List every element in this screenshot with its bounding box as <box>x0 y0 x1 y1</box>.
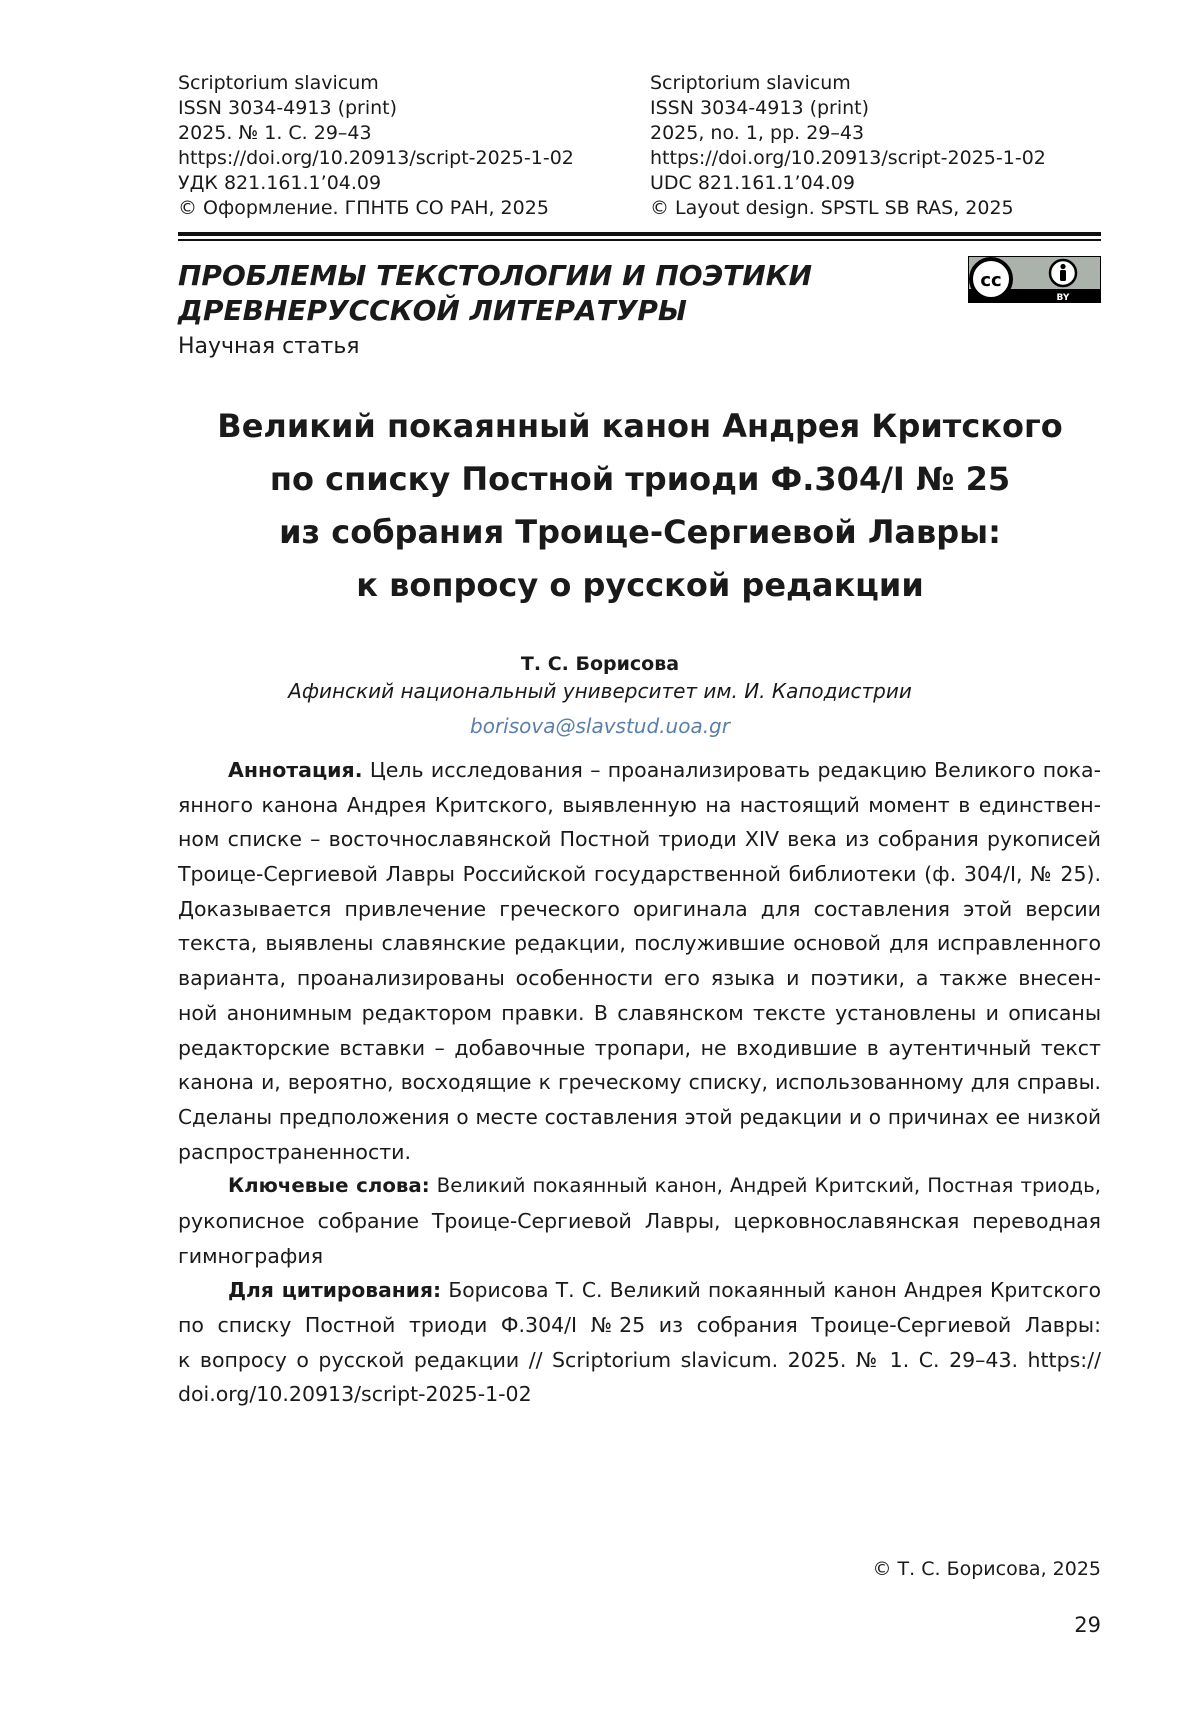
abstract-line: Троице-Сергиевой Лавры Российской государственной библиотеки (ф. 304/I, № 25). <box>178 862 1101 887</box>
abstract-line: канона и, вероятно, восходящие к греческому списку, использованному для справы. <box>178 1070 1101 1095</box>
section-heading-line: ДРЕВНЕРУССКОЙ ЛИТЕРАТУРЫ <box>178 294 687 327</box>
abstract-line: распространенности. <box>178 1139 412 1164</box>
abstract-label: Аннотация. <box>228 758 363 782</box>
author-name: Т. С. Борисова <box>520 653 680 675</box>
by-label: BY <box>1056 293 1070 303</box>
keywords-line <box>178 1169 1101 1204</box>
abstract-line: варианта, проанализированы особенности его языка и поэтики, а также внесен- <box>178 966 1101 991</box>
header-divider-thick <box>178 232 1101 236</box>
keywords-line: рукописное собрание Троице-Сергиевой Лавры, церковнославянская переводная <box>178 1208 1101 1233</box>
layout-copyright: © Оформление. ГПНТБ СО РАН, 2025 <box>178 197 549 219</box>
journal-name: Scriptorium slavicum <box>178 72 379 94</box>
abstract-line: текста, выявлены славянские редакции, послужившие основой для исправленного <box>178 931 1101 956</box>
citation-line: к вопросу о русской редакции // Scriptorium slavicum. 2025. № 1. С. 29–43. https:// <box>178 1347 1101 1372</box>
article-front-matter <box>178 753 1101 1412</box>
author-copyright: © Т. С. Борисова, 2025 <box>872 1558 1101 1580</box>
issn: ISSN 3034-4913 (print) <box>178 97 398 119</box>
header-meta-english <box>650 71 1046 221</box>
abstract-line: Доказывается привлечение греческого оригинала для составления этой версии <box>178 896 1101 921</box>
udc-code: УДК 821.161.1’04.09 <box>178 172 382 194</box>
keywords <box>178 1169 1101 1273</box>
citation-line: по списку Постной триоди Ф.304/I №25 из собрания Троице-Сергиевой Лавры: <box>178 1313 1101 1337</box>
cc-symbol: cc <box>980 270 1002 291</box>
citation-label: Для цитирования: <box>228 1278 442 1303</box>
header-meta-russian <box>178 71 574 221</box>
article-title <box>140 400 1140 612</box>
doi-link[interactable]: https://doi.org/10.20913/script-2025-1-02 <box>178 147 574 169</box>
title-line: Великий покаянный канон Андрея Критского <box>217 407 1063 445</box>
attribution-person-icon <box>1060 264 1065 269</box>
abstract-line: ной анонимным редактором правки. В славянском тексте установлены и описаны <box>178 1000 1101 1025</box>
abstract-line: Сделаны предположения о месте составления этой редакции и о причинах ее низкой <box>178 1104 1101 1129</box>
issue-pages: 2025. № 1. С. 29–43 <box>178 122 372 144</box>
header-divider-thin <box>178 239 1101 241</box>
author-email-link[interactable]: borisova@slavstud.uoa.gr <box>470 714 730 738</box>
journal-name: Scriptorium slavicum <box>650 72 851 94</box>
abstract-line: редакторские вставки – добавочные тропари, не входившие в аутентичный текст <box>178 1035 1101 1060</box>
abstract-line: ном списке – восточнославянской Постной триоди XIV века из собрания рукописей <box>178 827 1101 852</box>
title-line: к вопросу о русской редакции <box>356 566 924 604</box>
citation <box>178 1273 1101 1412</box>
title-line: по списку Постной триоди Ф.304/I № 25 <box>269 460 1011 498</box>
section-heading-line: ПРОБЛЕМЫ ТЕКСТОЛОГИИ И ПОЭТИКИ <box>178 259 813 292</box>
doi-link[interactable]: https://doi.org/10.20913/script-2025-1-02 <box>650 147 1046 169</box>
issn: ISSN 3034-4913 (print) <box>650 97 870 119</box>
keywords-text: Великий покаянный канон, Андрей Критский, Постная триодь, <box>429 1174 1101 1198</box>
issue-pages: 2025, no. 1, pp. 29–43 <box>650 122 865 144</box>
title-line: из собрания Троице-Сергиевой Лавры: <box>279 513 1001 551</box>
keywords-label: Ключевые слова: <box>228 1174 430 1198</box>
abstract-text: Цель исследования – проанализировать редакцию Великого пока- <box>362 758 1101 782</box>
cc-by-license-icon[interactable] <box>968 256 1101 303</box>
layout-copyright: © Layout design. SPSTL SB RAS, 2025 <box>650 197 1014 219</box>
abstract-line: янного канона Андрея Критского, выявленную на настоящий момент в единствен- <box>178 792 1101 817</box>
citation-line <box>178 1273 1101 1308</box>
citation-text: Борисова Т. С. Великий покаянный канон Андрея Критского <box>441 1278 1101 1303</box>
abstract-line <box>178 753 1101 788</box>
citation-line: doi.org/10.20913/script-2025-1-02 <box>178 1382 532 1407</box>
udc-code: UDC 821.161.1’04.09 <box>650 172 855 194</box>
abstract <box>178 753 1101 1169</box>
page-number: 29 <box>1074 1613 1101 1637</box>
article-type: Научная статья <box>178 334 360 359</box>
keywords-line: гимнография <box>178 1243 324 1268</box>
section-heading <box>178 258 878 328</box>
author-affiliation: Афинский национальный университет им. И. Каподистрии <box>288 679 912 703</box>
